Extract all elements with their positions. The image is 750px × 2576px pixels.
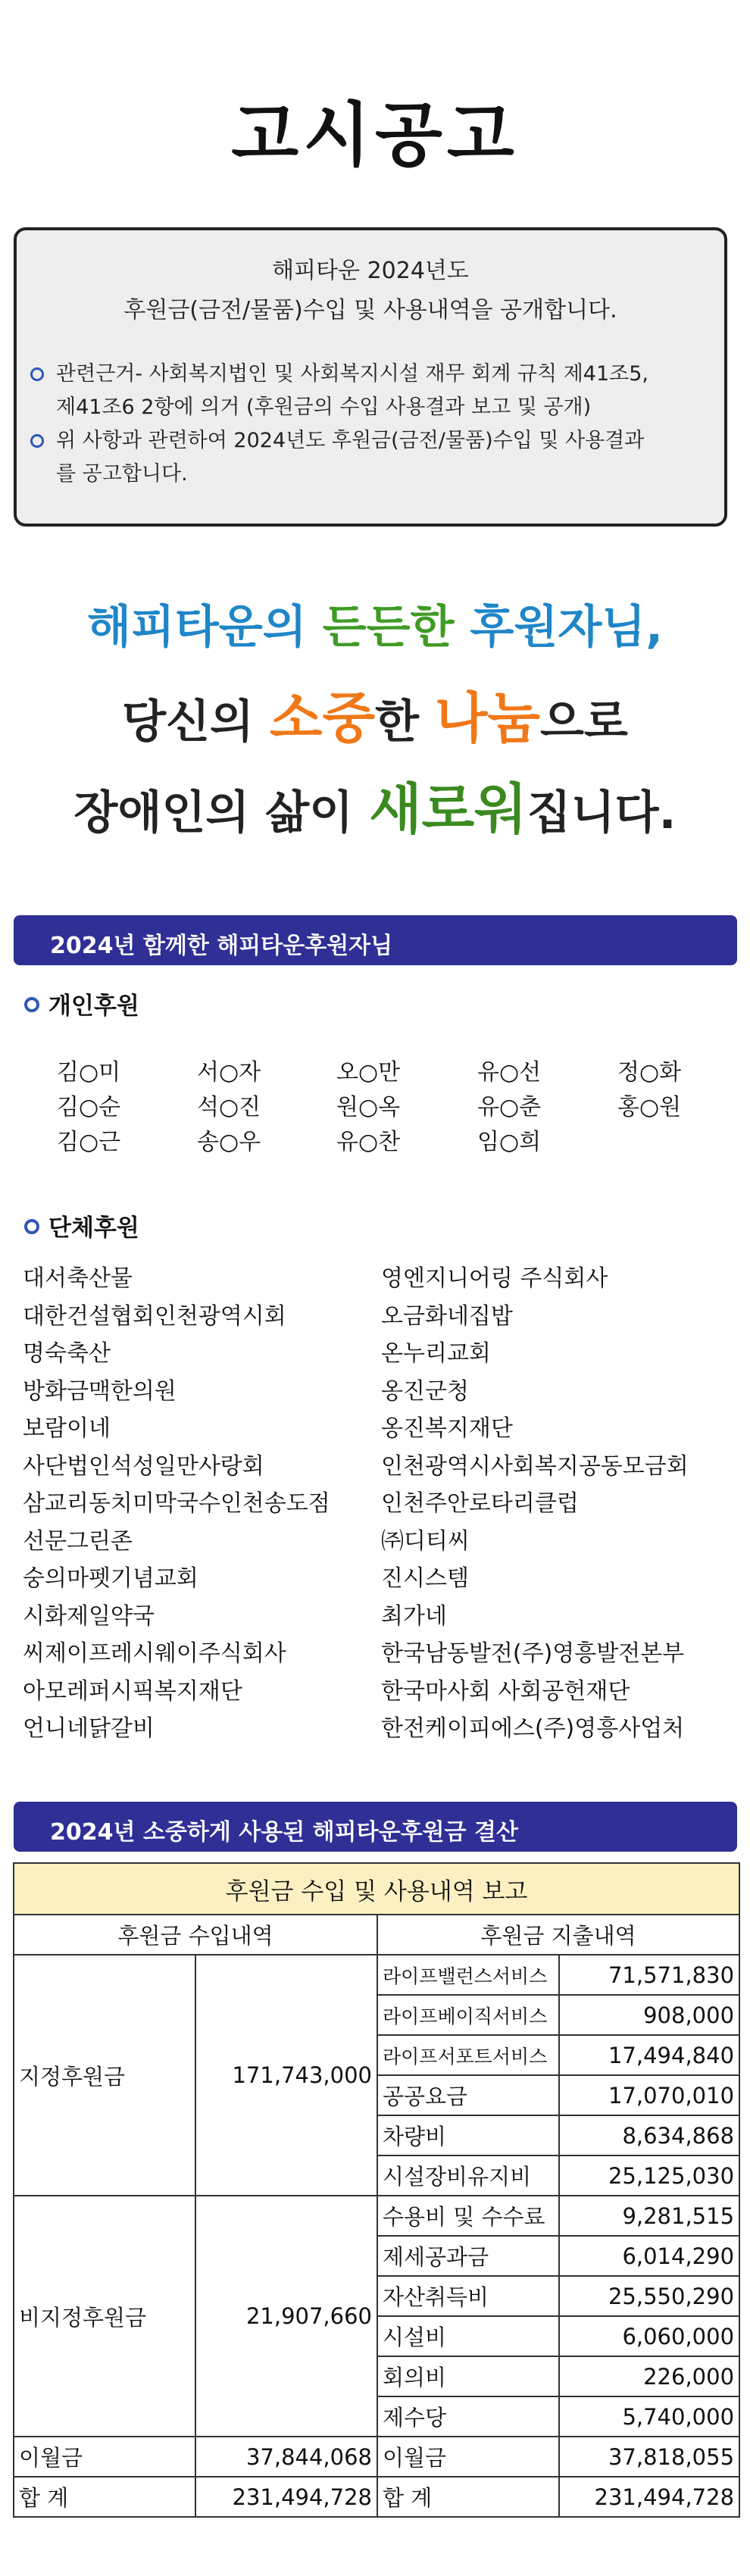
group-sponsor: 사단법인석성일만사랑회 (23, 1453, 264, 1480)
individual-name: 김○순 (57, 1094, 121, 1121)
group-sponsor: 한국마사회 사회공헌재단 (381, 1678, 630, 1705)
notice-bullet-1-b: 제41조6 2항에 의거 (후원금의 수입 사용결과 보고 및 공개) (56, 395, 592, 419)
group-sponsor: 방화금맥한의원 (23, 1378, 177, 1405)
group-sponsor: 대한건설협회인천광역시회 (23, 1303, 286, 1330)
total-income-amount: 231,494,728 (195, 2477, 377, 2517)
expense-item-amount: 5,740,000 (559, 2396, 739, 2437)
group-sponsor: 인천광역시사회복지공동모금회 (381, 1453, 689, 1480)
notice-line2: 후원금(금전/물품)수입 및 사용내역을 공개합니다. (123, 297, 617, 324)
slogan-text: 한 (375, 696, 435, 749)
group-sponsor: 선문그린존 (23, 1528, 133, 1555)
slogan-line-3 (0, 765, 750, 844)
expense-item-amount: 908,000 (559, 1995, 739, 2035)
notice-bullet-2 (56, 424, 708, 491)
expense-item-name: 제세공과금 (377, 2236, 559, 2276)
group-sponsor: 최가네 (381, 1603, 447, 1630)
group-sponsor: 한전케이피에스(주)영흥사업처 (381, 1715, 685, 1742)
slogan-text: 소중 (269, 686, 375, 750)
group-sponsor: 씨제이프레시웨이주식회사 (23, 1640, 286, 1667)
individual-label: 개인후원 (48, 993, 139, 1020)
expense-item-amount: 25,550,290 (559, 2276, 739, 2316)
group-sponsor: 시화제일약국 (23, 1603, 155, 1630)
income-header: 후원금 수입내역 (14, 1915, 377, 1955)
total-row (14, 2477, 739, 2517)
carry-income-label: 이월금 (14, 2437, 195, 2477)
expense-item-name: 시설장비유지비 (377, 2156, 559, 2196)
carry-expense-label: 이월금 (377, 2437, 559, 2477)
expense-item-amount: 6,014,290 (559, 2236, 739, 2276)
individual-name: 김○미 (57, 1059, 121, 1086)
individual-name: 오○만 (336, 1059, 401, 1086)
bullet-icon (24, 997, 39, 1012)
individual-name: 원○옥 (336, 1094, 401, 1121)
section-header-settlement (14, 1802, 737, 1852)
individual-name: 서○자 (197, 1059, 261, 1086)
group-sponsor: 명숙축산 (23, 1340, 111, 1367)
notice-bullet-1-a: 관련근거- 사회복지법인 및 사회복지시설 재무 회계 규칙 제41조5, (56, 362, 648, 386)
table-row (14, 2196, 739, 2236)
group-label: 단체후원 (48, 1215, 139, 1242)
group-sponsor: 인천주안로타리클럽 (381, 1490, 579, 1517)
slogan-text: 당신의 (122, 696, 270, 749)
group-sponsor: 옹진복지재단 (381, 1415, 513, 1442)
expense-item-name: 회의비 (377, 2356, 559, 2396)
nondesignated-label: 비지정후원금 (14, 2196, 195, 2437)
nondesignated-amount: 21,907,660 (195, 2196, 377, 2437)
group-sponsor: 대서축산물 (23, 1265, 133, 1292)
individual-name: 정○화 (617, 1059, 682, 1086)
designated-label: 지정후원금 (14, 1955, 195, 2196)
group-sponsor: 아모레퍼시픽복지재단 (23, 1678, 242, 1705)
total-expense-amount: 231,494,728 (559, 2477, 739, 2517)
total-income-label: 합 계 (14, 2477, 195, 2517)
notice-bullet-2-b: 를 공고합니다. (56, 462, 188, 486)
expense-item-name: 수용비 및 수수료 (377, 2196, 559, 2236)
bullet-icon (30, 367, 44, 381)
table-row (14, 1955, 739, 1995)
carry-expense-amount: 37,818,055 (559, 2437, 739, 2477)
slogan-text: 후원자님, (470, 601, 664, 654)
individual-name: 유○찬 (336, 1129, 401, 1155)
slogan-line-1 (0, 591, 750, 656)
table-title: 후원금 수입 및 사용내역 보고 (14, 1863, 739, 1915)
notice-line1: 해피타운 2024년도 (272, 258, 469, 284)
section-header-sponsors (14, 915, 737, 965)
expense-item-amount: 8,634,868 (559, 2115, 739, 2156)
notice-bullet-2-a: 위 사항과 관련하여 2024년도 후원금(금전/물품)수입 및 사용결과 (56, 429, 645, 452)
individual-name: 유○선 (477, 1059, 542, 1086)
expense-item-name: 자산취득비 (377, 2276, 559, 2316)
section-title: 2024년 함께한 해피타운후원자님 (50, 933, 393, 959)
expense-item-name: 공공요금 (377, 2075, 559, 2115)
slogan-text: 새로워 (369, 777, 527, 841)
group-sponsor: 영엔지니어링 주식회사 (381, 1265, 608, 1292)
expense-item-amount: 226,000 (559, 2356, 739, 2396)
expense-item-amount: 17,070,010 (559, 2075, 739, 2115)
group-sponsor: 한국남동발전(주)영흥발전본부 (381, 1640, 685, 1667)
expense-item-name: 라이프밸런스서비스 (377, 1955, 559, 1995)
expense-item-name: 차량비 (377, 2115, 559, 2156)
individual-heading (24, 986, 139, 1021)
group-sponsor: 삼교리동치미막국수인천송도점 (23, 1490, 330, 1517)
expense-item-name: 시설비 (377, 2316, 559, 2356)
slogan-line-2 (0, 674, 750, 753)
group-sponsor: 숭의마펫기념교회 (23, 1565, 198, 1592)
page-title: 고시공고 (231, 95, 519, 176)
notice-box (14, 227, 727, 527)
group-sponsor: 오금화네집밥 (381, 1303, 513, 1330)
notice-bullet-1 (56, 358, 708, 424)
group-sponsor: ㈜디티씨 (381, 1528, 470, 1555)
group-sponsor: 진시스템 (381, 1565, 469, 1592)
group-sponsor: 보람이네 (23, 1415, 111, 1442)
slogan-text: 든든한 (322, 601, 470, 654)
group-sponsor: 온누리교회 (381, 1340, 491, 1367)
expense-item-amount: 9,281,515 (559, 2196, 739, 2236)
designated-amount: 171,743,000 (195, 1955, 377, 2196)
total-expense-label: 합 계 (377, 2477, 559, 2517)
carry-over-row (14, 2437, 739, 2477)
expense-item-amount: 6,060,000 (559, 2316, 739, 2356)
carry-income-amount: 37,844,068 (195, 2437, 377, 2477)
bullet-icon (24, 1219, 39, 1234)
expense-item-name: 라이프서포트서비스 (377, 2035, 559, 2075)
individual-name: 유○춘 (477, 1094, 542, 1121)
expense-item-amount: 71,571,830 (559, 1955, 739, 1995)
expense-item-amount: 17,494,840 (559, 2035, 739, 2075)
group-heading (24, 1208, 139, 1243)
slogan-text: 장애인의 삶이 (73, 786, 370, 839)
bullet-icon (30, 434, 44, 448)
slogan-text: 집니다. (527, 786, 677, 839)
individual-name: 임○희 (477, 1129, 542, 1155)
table-title-row (14, 1863, 739, 1915)
individual-name: 홍○원 (617, 1094, 682, 1121)
table-header-row (14, 1915, 739, 1955)
settlement-table (13, 1862, 740, 2518)
slogan-text: 으로 (539, 696, 628, 749)
section-title: 2024년 소중하게 사용된 해피타운후원금 결산 (50, 1819, 518, 1846)
expense-item-name: 제수당 (377, 2396, 559, 2437)
expense-item-amount: 25,125,030 (559, 2156, 739, 2196)
group-sponsor: 언니네닭갈비 (23, 1715, 155, 1742)
slogan-text: 해피타운의 (86, 601, 323, 654)
expense-header: 후원금 지출내역 (377, 1915, 739, 1955)
individual-name: 송○우 (197, 1129, 261, 1155)
group-sponsor: 옹진군청 (381, 1378, 469, 1405)
slogan-text: 나눔 (434, 686, 540, 750)
individual-name: 김○근 (57, 1129, 121, 1155)
individual-name: 석○진 (197, 1094, 261, 1121)
expense-item-name: 라이프베이직서비스 (377, 1995, 559, 2035)
